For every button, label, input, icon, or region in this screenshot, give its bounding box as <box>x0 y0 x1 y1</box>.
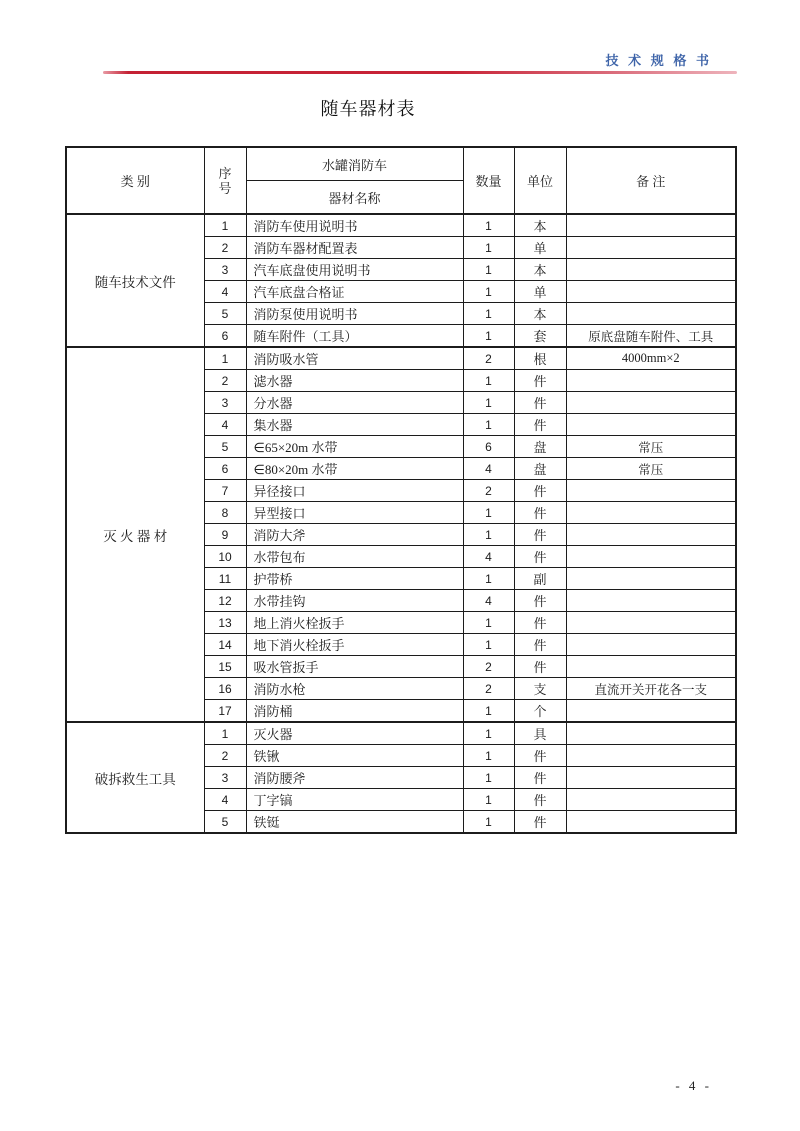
category-cell: 破拆救生工具 <box>66 722 204 833</box>
row-unit-cell: 件 <box>514 745 566 767</box>
row-qty-cell: 1 <box>463 237 514 259</box>
row-remark-cell <box>566 634 736 656</box>
row-unit-cell: 根 <box>514 347 566 370</box>
row-unit-cell: 个 <box>514 700 566 723</box>
row-unit-cell: 单 <box>514 281 566 303</box>
row-unit-cell: 本 <box>514 214 566 237</box>
serial-header <box>204 147 246 214</box>
row-unit-cell: 件 <box>514 612 566 634</box>
row-no-cell: 16 <box>204 678 246 700</box>
header-divider-line <box>103 71 737 74</box>
row-no-cell: 2 <box>204 237 246 259</box>
category-header: 类 别 <box>66 147 204 214</box>
row-remark-cell: 4000mm×2 <box>566 347 736 370</box>
row-qty-cell: 1 <box>463 722 514 745</box>
row-no-cell: 4 <box>204 281 246 303</box>
row-no-cell: 12 <box>204 590 246 612</box>
row-name-cell: 异径接口 <box>246 480 463 502</box>
row-name-cell: 消防泵使用说明书 <box>246 303 463 325</box>
equipment-table-header <box>66 147 736 214</box>
row-name-cell: 水带包布 <box>246 546 463 568</box>
row-no-cell: 1 <box>204 347 246 370</box>
row-no-cell: 3 <box>204 259 246 281</box>
row-name-cell: 铁铤 <box>246 811 463 834</box>
row-qty-cell: 1 <box>463 303 514 325</box>
row-name-cell: 消防车使用说明书 <box>246 214 463 237</box>
row-name-cell: 消防腰斧 <box>246 767 463 789</box>
row-qty-cell: 1 <box>463 214 514 237</box>
row-no-cell: 4 <box>204 414 246 436</box>
row-unit-cell: 本 <box>514 259 566 281</box>
row-remark-cell <box>566 789 736 811</box>
row-remark-cell <box>566 414 736 436</box>
row-name-cell: 消防水枪 <box>246 678 463 700</box>
table-row <box>66 347 736 370</box>
row-no-cell: 4 <box>204 789 246 811</box>
row-remark-cell <box>566 281 736 303</box>
row-qty-cell: 2 <box>463 678 514 700</box>
row-unit-cell: 单 <box>514 237 566 259</box>
row-no-cell: 7 <box>204 480 246 502</box>
row-no-cell: 5 <box>204 811 246 834</box>
row-unit-cell: 件 <box>514 656 566 678</box>
row-no-cell: 2 <box>204 745 246 767</box>
row-no-cell: 14 <box>204 634 246 656</box>
row-qty-cell: 4 <box>463 546 514 568</box>
row-qty-cell: 1 <box>463 700 514 723</box>
row-qty-cell: 1 <box>463 392 514 414</box>
row-unit-cell: 件 <box>514 634 566 656</box>
equipment-table <box>65 146 737 834</box>
row-unit-cell: 件 <box>514 546 566 568</box>
row-qty-cell: 2 <box>463 480 514 502</box>
row-name-cell: 灭火器 <box>246 722 463 745</box>
row-name-cell: 滤水器 <box>246 370 463 392</box>
row-qty-cell: 1 <box>463 612 514 634</box>
row-remark-cell <box>566 811 736 834</box>
row-no-cell: 8 <box>204 502 246 524</box>
quantity-header: 数量 <box>463 147 514 214</box>
row-name-cell: 汽车底盘使用说明书 <box>246 259 463 281</box>
row-remark-cell <box>566 237 736 259</box>
row-qty-cell: 1 <box>463 767 514 789</box>
row-remark-cell: 常压 <box>566 436 736 458</box>
row-no-cell: 15 <box>204 656 246 678</box>
row-qty-cell: 1 <box>463 325 514 348</box>
row-qty-cell: 1 <box>463 634 514 656</box>
row-unit-cell: 支 <box>514 678 566 700</box>
row-qty-cell: 1 <box>463 281 514 303</box>
row-unit-cell: 具 <box>514 722 566 745</box>
row-unit-cell: 件 <box>514 502 566 524</box>
row-name-cell: 铁锹 <box>246 745 463 767</box>
row-name-cell: 分水器 <box>246 392 463 414</box>
row-qty-cell: 6 <box>463 436 514 458</box>
row-remark-cell <box>566 214 736 237</box>
row-remark-cell <box>566 612 736 634</box>
row-qty-cell: 2 <box>463 347 514 370</box>
row-qty-cell: 1 <box>463 568 514 590</box>
row-name-cell: 消防吸水管 <box>246 347 463 370</box>
row-name-cell: ∈80×20m 水带 <box>246 458 463 480</box>
row-name-cell: ∈65×20m 水带 <box>246 436 463 458</box>
vehicle-type-header: 水罐消防车 <box>246 147 463 181</box>
row-no-cell: 1 <box>204 214 246 237</box>
row-no-cell: 5 <box>204 303 246 325</box>
row-qty-cell: 1 <box>463 259 514 281</box>
row-no-cell: 9 <box>204 524 246 546</box>
row-name-cell: 地下消火栓扳手 <box>246 634 463 656</box>
remark-header: 备 注 <box>566 147 736 214</box>
row-no-cell: 10 <box>204 546 246 568</box>
row-remark-cell <box>566 524 736 546</box>
row-unit-cell: 件 <box>514 789 566 811</box>
row-remark-cell <box>566 502 736 524</box>
row-remark-cell <box>566 259 736 281</box>
row-no-cell: 17 <box>204 700 246 723</box>
header-row <box>66 147 736 181</box>
row-name-cell: 水带挂钩 <box>246 590 463 612</box>
page-number: - 4 - <box>675 1078 712 1093</box>
row-qty-cell: 2 <box>463 656 514 678</box>
row-name-cell: 集水器 <box>246 414 463 436</box>
row-name-cell: 丁字镐 <box>246 789 463 811</box>
row-remark-cell <box>566 568 736 590</box>
row-remark-cell <box>566 370 736 392</box>
row-unit-cell: 盘 <box>514 458 566 480</box>
document-type-label: 技 术 规 格 书 <box>605 53 712 68</box>
row-remark-cell <box>566 700 736 723</box>
row-no-cell: 6 <box>204 458 246 480</box>
row-name-cell: 随车附件（工具） <box>246 325 463 348</box>
row-qty-cell: 1 <box>463 370 514 392</box>
row-unit-cell: 件 <box>514 590 566 612</box>
table-row <box>66 214 736 237</box>
row-no-cell: 6 <box>204 325 246 348</box>
serial-header-line2: 号 <box>218 180 232 196</box>
row-no-cell: 11 <box>204 568 246 590</box>
row-no-cell: 3 <box>204 767 246 789</box>
row-no-cell: 5 <box>204 436 246 458</box>
row-remark-cell <box>566 590 736 612</box>
row-no-cell: 13 <box>204 612 246 634</box>
row-remark-cell <box>566 656 736 678</box>
row-name-cell: 地上消火栓扳手 <box>246 612 463 634</box>
row-qty-cell: 1 <box>463 811 514 834</box>
equipment-name-header: 器材名称 <box>246 181 463 215</box>
row-unit-cell: 件 <box>514 480 566 502</box>
table-row <box>66 722 736 745</box>
row-name-cell: 吸水管扳手 <box>246 656 463 678</box>
row-remark-cell: 原底盘随车附件、工具 <box>566 325 736 348</box>
row-qty-cell: 1 <box>463 789 514 811</box>
row-remark-cell <box>566 722 736 745</box>
row-unit-cell: 盘 <box>514 436 566 458</box>
row-remark-cell <box>566 480 736 502</box>
row-no-cell: 2 <box>204 370 246 392</box>
row-remark-cell: 直流开关开花各一支 <box>566 678 736 700</box>
row-unit-cell: 件 <box>514 524 566 546</box>
row-name-cell: 消防大斧 <box>246 524 463 546</box>
row-name-cell: 消防桶 <box>246 700 463 723</box>
serial-header-line1: 序 <box>218 165 232 181</box>
row-unit-cell: 套 <box>514 325 566 348</box>
row-no-cell: 3 <box>204 392 246 414</box>
row-unit-cell: 件 <box>514 392 566 414</box>
row-qty-cell: 4 <box>463 590 514 612</box>
row-name-cell: 汽车底盘合格证 <box>246 281 463 303</box>
row-remark-cell <box>566 392 736 414</box>
row-qty-cell: 4 <box>463 458 514 480</box>
category-cell: 随车技术文件 <box>66 214 204 347</box>
row-no-cell: 1 <box>204 722 246 745</box>
row-name-cell: 护带桥 <box>246 568 463 590</box>
row-qty-cell: 1 <box>463 524 514 546</box>
category-cell: 灭 火 器 材 <box>66 347 204 722</box>
row-remark-cell: 常压 <box>566 458 736 480</box>
page-title: 随车器材表 <box>320 99 416 119</box>
row-remark-cell <box>566 303 736 325</box>
row-unit-cell: 件 <box>514 414 566 436</box>
row-qty-cell: 1 <box>463 502 514 524</box>
row-unit-cell: 件 <box>514 811 566 834</box>
row-name-cell: 异型接口 <box>246 502 463 524</box>
row-qty-cell: 1 <box>463 414 514 436</box>
row-remark-cell <box>566 745 736 767</box>
row-name-cell: 消防车器材配置表 <box>246 237 463 259</box>
equipment-table-body <box>66 214 736 833</box>
row-unit-cell: 件 <box>514 767 566 789</box>
row-remark-cell <box>566 546 736 568</box>
row-unit-cell: 件 <box>514 370 566 392</box>
row-qty-cell: 1 <box>463 745 514 767</box>
unit-header: 单位 <box>514 147 566 214</box>
row-unit-cell: 副 <box>514 568 566 590</box>
row-remark-cell <box>566 767 736 789</box>
row-unit-cell: 本 <box>514 303 566 325</box>
